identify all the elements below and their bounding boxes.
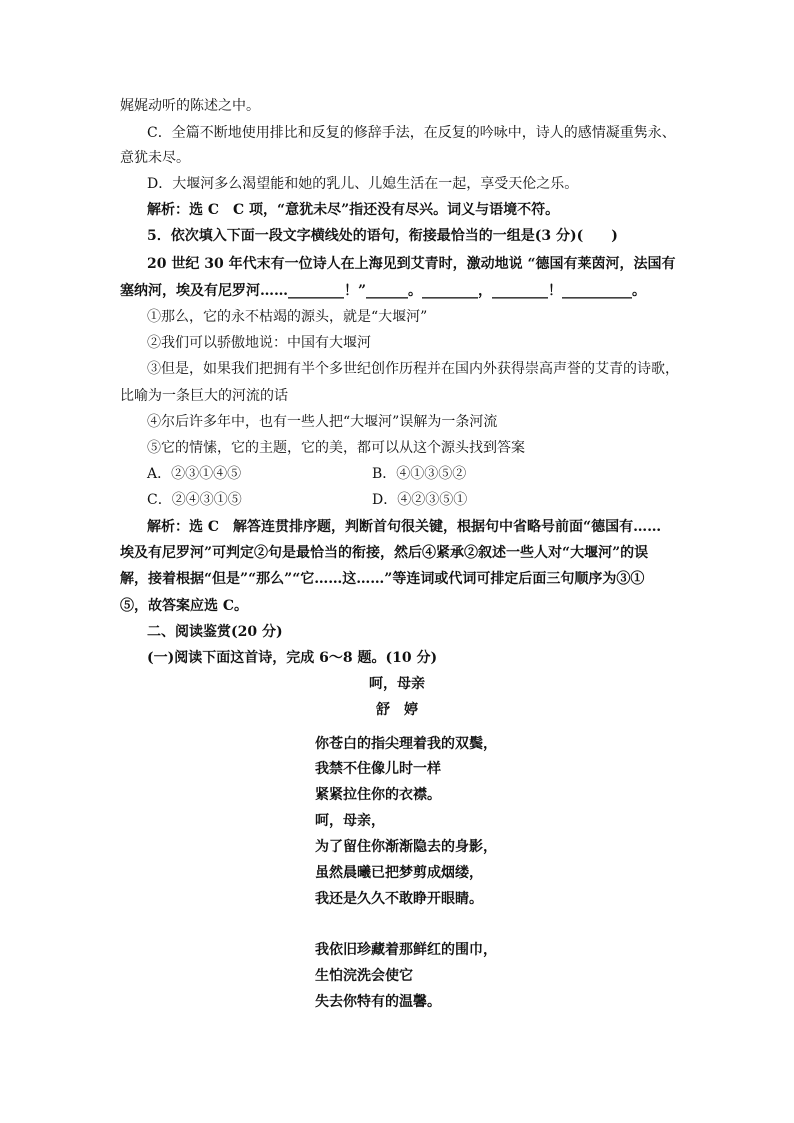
poem-line: 为了留住你渐渐隐去的身影， [315,839,497,855]
poem-line: 虽然晨曦已把梦剪成烟缕， [315,865,483,881]
answer-q5-line-3: 解，接着根据“但是”“那么”“它……这……”等连词或代词可排定后面三句顺序为③① [120,571,645,587]
option-c-line-1: C．全篇不断地使用排比和反复的修辞手法，在反复的吟咏中，诗人的感情凝重隽永、 [147,125,676,141]
poem-line: 我禁不住像儿时一样 [315,761,441,777]
paragraph-continuation: 娓娓动听的陈述之中。 [120,98,260,114]
poem-line: 我还是久久不敢睁开眼睛。 [315,891,483,907]
sentence-3-line-1: ③但是，如果我们把拥有半个多世纪创作历程并在国内外获得崇高声誉的艾青的诗歌， [147,361,679,377]
section-2-1-heading: (一)阅读下面这首诗，完成 6～8 题。(10 分) [147,650,438,666]
sentence-2: ②我们可以骄傲地说：中国有大堰河 [147,335,371,351]
option-c-line-2: 意犹未尽。 [120,150,190,166]
option-d: D．大堰河多么渴望能和她的乳儿、儿媳生活在一起，享受天伦之乐。 [147,176,579,192]
poem-title: 呵，母亲 [369,676,425,692]
sentence-1: ①那么，它的永不枯竭的源头，就是“大堰河” [147,309,428,325]
poem-line: 失去你特有的温馨。 [315,994,441,1010]
q5-text-line-2: 塞纳河，埃及有尼罗河……________！”______。________，________！__________。 [120,283,647,299]
q5-text-line-1: 20 世纪 30 年代末有一位诗人在上海见到艾青时，激动地说 “德国有莱茵河，法国有 [147,256,676,272]
poem-line: 我依旧珍藏着那鲜红的围巾， [315,942,497,958]
answer-q5-line-2: 埃及有尼罗河”可判定②句是最恰当的衔接，然后④紧承②叙述一些人对“大堰河”的误 [120,545,649,561]
poem-line: 你苍白的指尖理着我的双鬓， [315,736,497,752]
section-2-heading: 二、阅读鉴赏(20 分) [147,624,283,640]
poem-line: 生怕浣洗会使它 [315,968,413,984]
answer-q4: 解析：选 C C 项，“意犹未尽”指还没有尽兴。词义与语境不符。 [147,202,560,218]
sentence-5: ⑤它的情愫，它的主题，它的美，都可以从这个源头找到答案 [147,440,525,456]
option-c: C．②④③①⑤ [147,492,242,508]
option-a: A．②③①④⑤ [147,466,242,482]
poem-author: 舒 婷 [376,702,418,718]
option-d-q5: D．④②③⑤① [372,492,468,508]
answer-q5-line-1: 解析：选 C 解答连贯排序题，判断首句很关键，根据句中省略号前面“德国有…… [147,519,662,535]
sentence-4: ④尔后许多年中，也有一些人把“大堰河”误解为一条河流 [147,414,498,430]
sentence-3-line-2: 比喻为一条巨大的河流的话 [120,388,288,404]
question-5: 5．依次填入下面一段文字横线处的语句，衔接最恰当的一组是(3 分)( ) [147,228,618,244]
option-b: B．④①③⑤② [372,466,467,482]
answer-q5-line-4: ⑤，故答案应选 C。 [120,598,249,614]
poem-line: 呵，母亲， [315,813,385,829]
poem-line: 紧紧拉住你的衣襟。 [315,787,441,803]
